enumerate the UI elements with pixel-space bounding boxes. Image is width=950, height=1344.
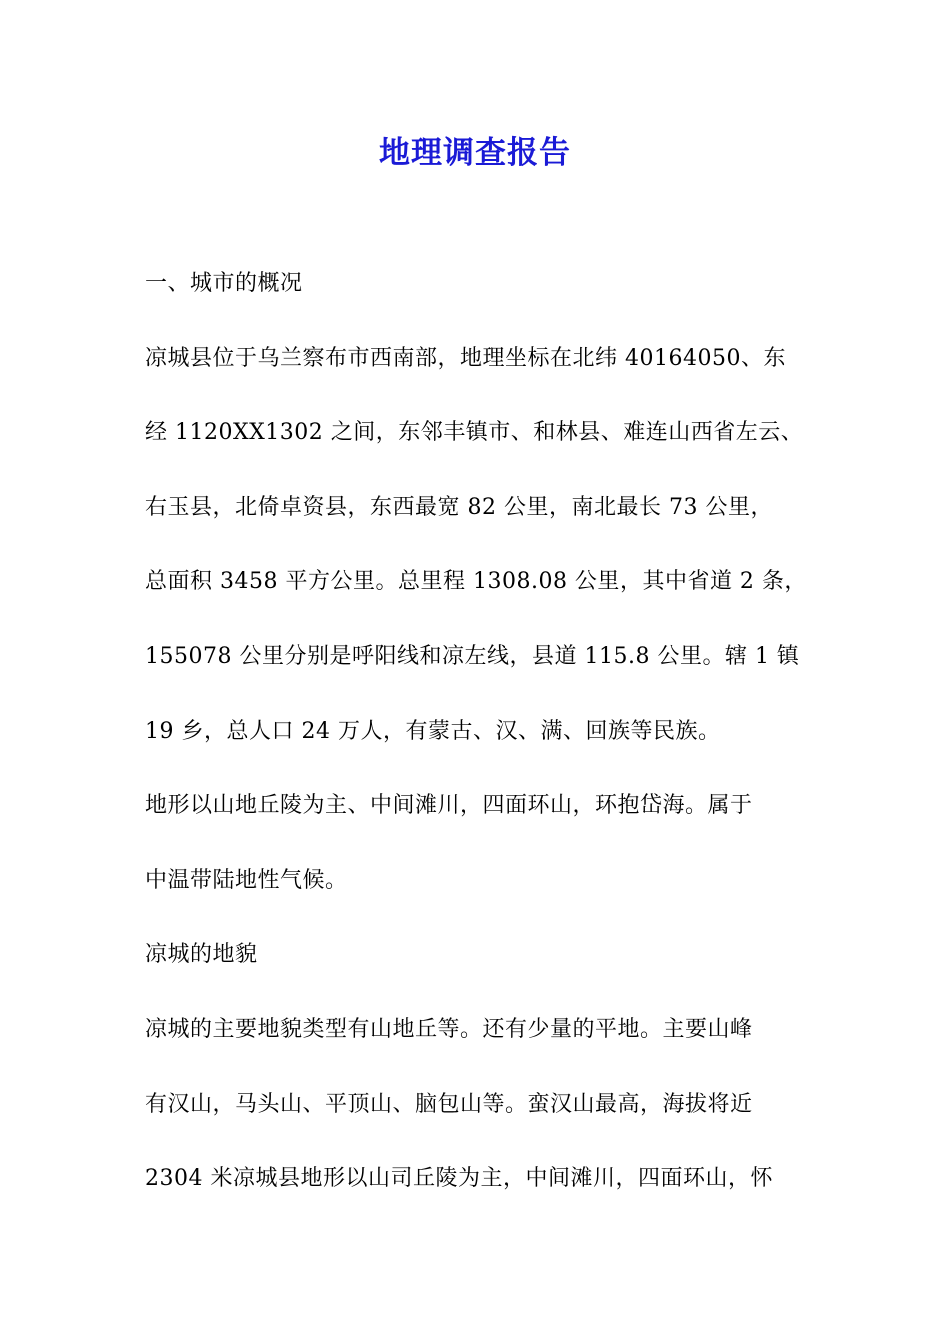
- paragraph-line: 凉城县位于乌兰察布市西南部，地理坐标在北纬 40164050、东: [145, 345, 786, 371]
- paragraph-line: 有汉山，马头山、平顶山、脑包山等。蛮汉山最高，海拔将近: [145, 1091, 753, 1117]
- paragraph-line: 2304 米凉城县地形以山司丘陵为主，中间滩川，四面环山，怀: [145, 1166, 773, 1192]
- paragraph-line: 地形以山地丘陵为主、中间滩川，四面环山，环抱岱海。属于: [145, 793, 753, 819]
- paragraph-line: 中温带陆地性气候。: [145, 867, 348, 893]
- document-body: [145, 262, 815, 1232]
- document-title: 地理调查报告: [379, 135, 571, 171]
- section-heading-city-overview: 一、城市的概况: [145, 271, 303, 296]
- paragraph-line: 总面积 3458 平方公里。总里程 1308.08 公里，其中省道 2 条，: [145, 569, 807, 595]
- paragraph-line: 经 1120XX1302 之间，东邻丰镇市、和林县、难连山西省左云、: [145, 420, 804, 446]
- section-heading-landforms: 凉城的地貌: [145, 942, 258, 968]
- paragraph-line: 155078 公里分别是呼阳线和凉左线，县道 115.8 公里。辖 1 镇: [145, 643, 800, 669]
- paragraph-line: 凉城的主要地貌类型有山地丘等。还有少量的平地。主要山峰: [145, 1016, 753, 1042]
- paragraph-line: 19 乡，总人口 24 万人，有蒙古、汉、满、回族等民族。: [145, 718, 721, 744]
- paragraph-line: 右玉县，北倚卓资县，东西最宽 82 公里，南北最长 73 公里，: [145, 494, 773, 520]
